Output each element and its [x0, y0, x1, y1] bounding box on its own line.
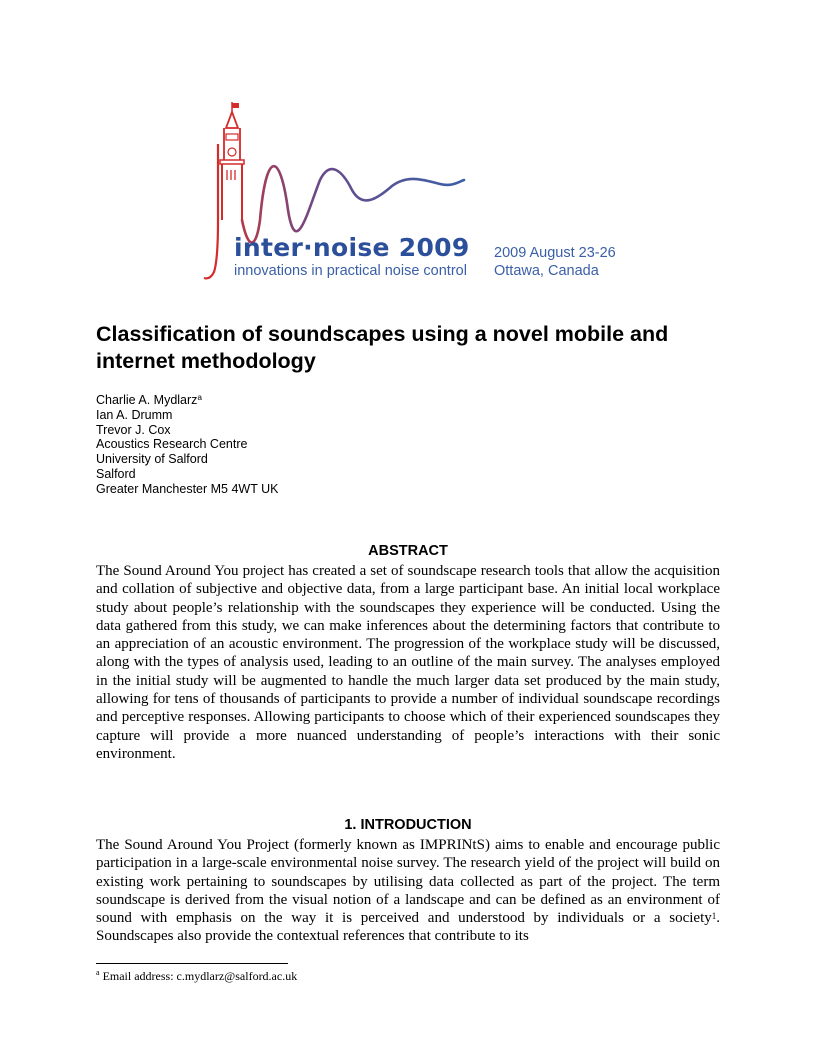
introduction-text-part: The Sound Around You Project (formerly known as IMPRINtS) aims to enable and encourage public participation in a large-scale environmental noise survey. The research yield of the project will build on existing work pertaining to soundscapes by utilising data collected as part of the project. The term soundscape is derived from the visual notion of a landscape and can be defined as an environment of sound with emphasis on the way it is perceived and understood by individuals or a society — [96, 837, 720, 927]
conference-logo — [196, 100, 626, 290]
abstract-heading: ABSTRACT — [368, 543, 448, 559]
footnote — [96, 969, 297, 984]
author-line: Ian A. Drumm — [96, 407, 173, 422]
logo-place: Ottawa, Canada — [494, 263, 599, 279]
footnote-mark: a — [197, 393, 202, 402]
logo-date: 2009 August 23-26 — [494, 245, 616, 261]
introduction-heading: 1. INTRODUCTION — [344, 817, 472, 833]
logo-conference-name: inter·noise 2009 — [234, 233, 470, 262]
footnote-mark: a — [96, 968, 100, 977]
abstract-text: The Sound Around You project has created a set of soundscape research tools that allow the acquisition and collation of subjective and objective data, from a large participant base. An initial local workplace study about people’s relationship with the soundscapes they experience will be conducted. Using the data gathered from this study, we can make inferences about the determining factors that contribute to an appreciation of an acoustic environment. The progression of the workplace study will be discussed, along with the types of analysis used, leading to an outline of the main survey. The analyses employed in the initial study will be augmented to handle the much larger data set produced by the main study, allowing for tens of thousands of participants to provide a number of individual soundscape recordings and perceptive responses. Allowing participants to choose which of their experienced soundscapes they capture will provide a more nuanced understanding of people’s interactions with their sonic environment. — [96, 563, 720, 762]
introduction-text-part: . Soundscapes also provide the contextual references that contribute to its — [96, 910, 720, 945]
footnote-text: Email address: c.mydlarz@salford.ac.uk — [99, 969, 298, 983]
first-author: Charlie A. Mydlarz — [96, 393, 198, 407]
author-line — [96, 393, 278, 408]
reference-mark: 1 — [711, 911, 717, 922]
affiliation-line: Salford — [96, 466, 136, 481]
logo-tagline: innovations in practical noise control — [234, 263, 467, 279]
introduction-text — [96, 836, 720, 946]
footnote-divider — [96, 963, 288, 964]
author-line: Trevor J. Cox — [96, 422, 171, 437]
author-block — [96, 393, 278, 497]
affiliation-line: Greater Manchester M5 4WT UK — [96, 481, 279, 496]
affiliation-line: University of Salford — [96, 452, 208, 467]
paper-title: Classification of soundscapes using a novel mobile and internet methodology — [96, 322, 669, 373]
affiliation-line: Acoustics Research Centre — [96, 437, 248, 452]
